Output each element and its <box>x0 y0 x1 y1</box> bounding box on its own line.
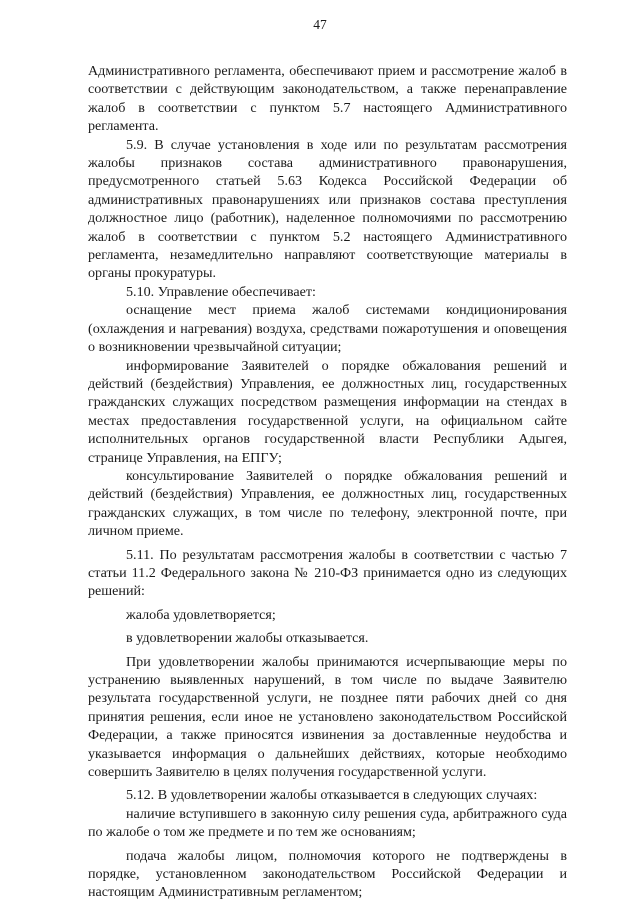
paragraph-continuation: Административного регламента, обеспечивают прием и рассмотрение жалоб в соответствии с действующим законодательством, а также перенаправление жалоб в соответствии с пунктом 5.7 настоящего Административного регламента. <box>88 63 567 135</box>
paragraph-5-12-case-court-decision: наличие вступившего в законную силу решения суда, арбитражного суда по жалобе о том же предмете и по тем же основаниям; <box>88 805 567 841</box>
paragraph-5-12-case-no-authority: подача жалобы лицом, полномочия которого не подтверждены в порядке, установленном законодательством Российской Федерации и настоящим Административным регламентом; <box>88 847 567 901</box>
paragraph-5-11-option-refused: в удовлетворении жалобы отказывается. <box>126 630 369 647</box>
paragraph-satisfaction-measures: При удовлетворении жалобы принимаются исчерпывающие меры по устранению выявленных нарушений, в том числе по выдаче Заявителю результата государственной услуги, не позднее пяти рабочих дней со дня принятия решения, если иное не установлено законодательством Российской Федерации, а также приносятся извинения за доставленные неудобства и указывается информация о дальнейших действиях, которые необходимо совершить Заявителю в целях получения государственной услуги. <box>88 653 567 781</box>
paragraph-5-10-item-equipment: оснащение мест приема жалоб системами кондиционирования (охлаждения и нагревания) воздуха, средствами пожаротушения и оповещения о возникновении чрезвычайной ситуации; <box>88 302 567 356</box>
paragraph-5-9: 5.9. В случае установления в ходе или по результатам рассмотрения жалобы признаков состава административного правонарушения, предусмотренного статьей 5.63 Кодекса Российской Федерации об административных правонарушениях или признаков состава преступления должностное лицо (работник), наделенное полномочиями по рассмотрению жалоб в соответствии с пунктом 5.2 настоящего Административного регламента, незамедлительно направляют соответствующие материалы в органы прокуратуры. <box>88 136 567 282</box>
paragraph-5-10-item-consulting: консультирование Заявителей о порядке обжалования решений и действий (бездействия) Управления, ее должностных лиц, государственных гражданских служащих, в том числе по телефону, электронной почте, при личном приеме. <box>88 467 567 540</box>
paragraph-5-10-heading: 5.10. Управление обеспечивает: <box>126 283 316 300</box>
paragraph-5-11: 5.11. По результатам рассмотрения жалобы в соответствии с частью 7 статьи 11.2 Федерального закона № 210-ФЗ принимается одно из следующих решений: <box>88 546 567 600</box>
paragraph-5-11-option-satisfied: жалоба удовлетворяется; <box>126 606 276 623</box>
paragraph-5-12: 5.12. В удовлетворении жалобы отказывается в следующих случаях: <box>126 787 538 804</box>
document-body <box>88 62 567 902</box>
page-number: 47 <box>313 17 327 32</box>
paragraph-5-10-item-informing: информирование Заявителей о порядке обжалования решений и действий (бездействия) Управления, ее должностных лиц, государственных гражданских служащих посредством размещения информации на стендах в местах предоставления государственной услуги, на официальном сайте исполнительных органов государственной власти Республики Адыгея, странице Управления, на ЕПГУ; <box>88 357 567 466</box>
